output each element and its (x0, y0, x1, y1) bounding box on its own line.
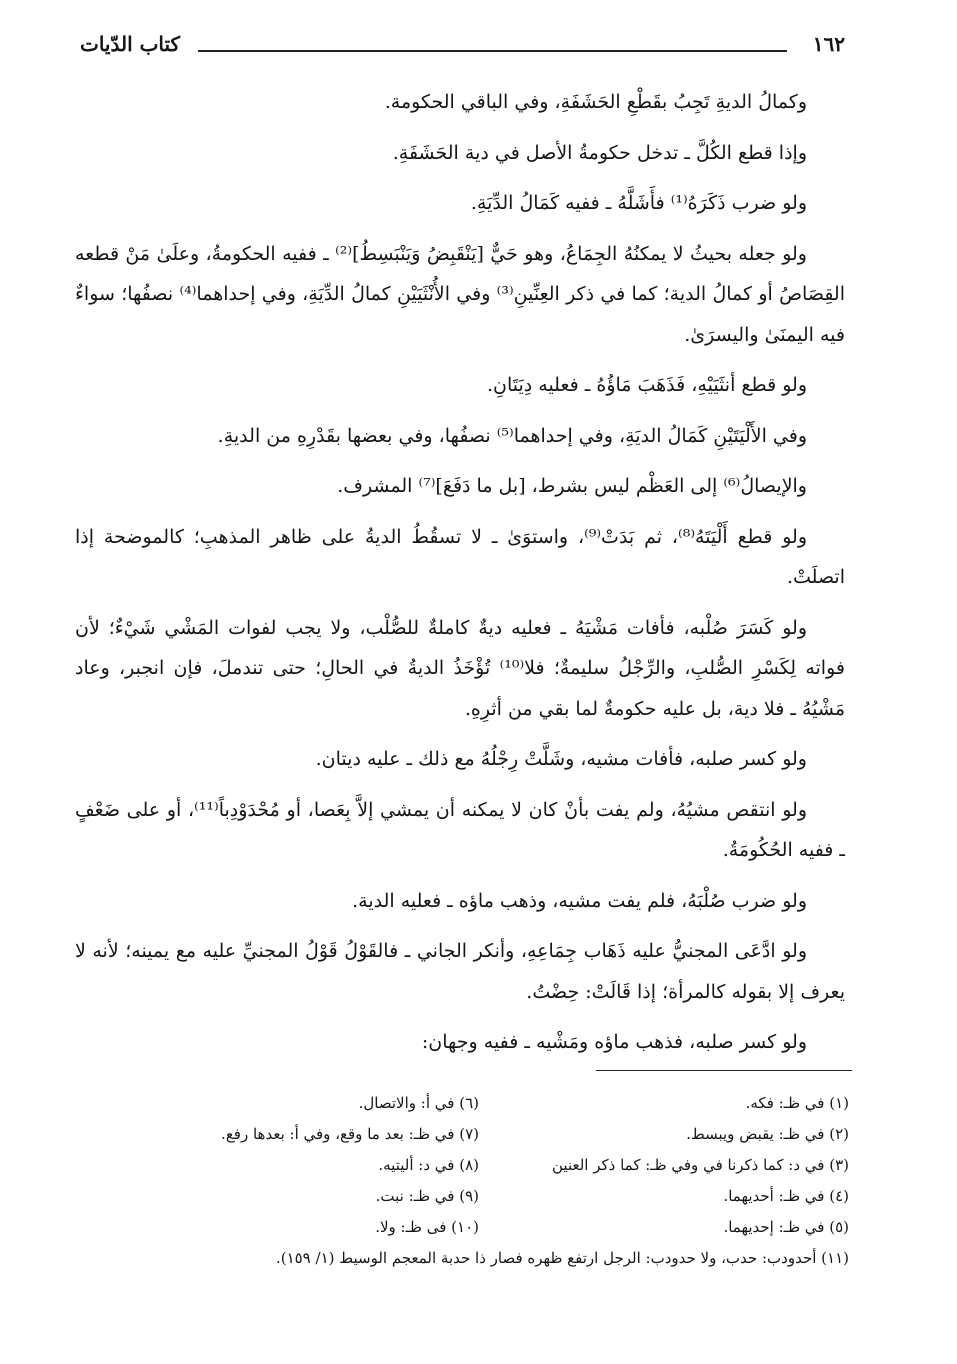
footnote: (٣) في د: كما ذكرنا في وفي ظـ: كما ذكر العنين (552, 1156, 849, 1174)
paragraph: وإذا قطع الكُلَّ ـ تدخل حكومةُ الأصل في دية الحَشَفَةِ. (392, 141, 807, 164)
main-text (75, 82, 845, 1063)
footnote: (٢) في ظـ: يقبض ويبسط. (686, 1125, 849, 1143)
paragraph: ولو قطع أَلْيَتَهُ⁽⁸⁾، ثم بَدَتْ⁽⁹⁾، واستوَىٰ ـ لا تسقُطُ الديةُ على ظاهر المذهبِ؛ كالموضحة إذا اتصلَتْ. (75, 525, 845, 588)
running-title: كتاب الدّيات (80, 32, 181, 56)
paragraph: ولو كسر صلبه، فذهب ماؤه ومَشْيه ـ ففيه وجهان: (421, 1031, 807, 1053)
footnote: (٧) في ظـ: بعد ما وقع، وفي أ: بعدها رفع. (221, 1125, 479, 1143)
footnote: (١٠) فى ظـ: ولا. (375, 1218, 479, 1236)
footnote-row (109, 1212, 849, 1243)
footnote-separator (596, 1070, 852, 1071)
footnote-row (109, 1181, 849, 1212)
footnote: (١١) أحدودب: حدب، ولا حدودب: الرجل ارتفع ظهره فصار ذا حدبة المعجم الوسيط (١/ ١٥٩). (275, 1249, 849, 1267)
header-rule (198, 50, 787, 52)
footnote: (١) في ظـ: فكه. (745, 1094, 849, 1112)
paragraph: ولو جعله بحيثُ لا يمكنُهُ الجِمَاعُ، وهو حَيٌّ [يَنْقَبِضُ وَيَنْبَسِطُ]⁽²⁾ ـ ففيه الحكومةُ، وعلَىٰ مَنْ قطعه القِصَاصُ أو كمالُ الدية؛ كما في ذكر العِنِّينِ⁽³⁾ وفي الأُنْثَيَيْنِ كمالُ الدِّيَةِ، وفي إحداهما⁽⁴⁾ نصفُها؛ سواءٌ فيه اليمنَىٰ واليسرَىٰ. (75, 242, 845, 346)
paragraph: وفي الأَلْيَتَيْنِ كَمَالُ الديَةِ، وفي إحداهما⁽⁵⁾ نصفُها، وفي بعضها بقَدْرِهِ من الديةِ. (217, 424, 807, 447)
footnote: (٦) في أ: والاتصال. (358, 1094, 479, 1112)
footnote: (٥) في ظـ: إحديهما. (723, 1218, 849, 1236)
paragraph: وكمالُ الديةِ تَجِبُ بقَطْعِ الحَشَفَةِ، وفي الباقي الحكومة. (384, 91, 807, 113)
paragraph: ولو قطع أنثَيَيْهِ، فَذَهَبَ مَاؤُهُ ـ فعليه دِيَتَانِ. (486, 374, 807, 396)
footnote-row (109, 1119, 849, 1150)
page-number: ١٦٢ (812, 32, 845, 56)
paragraph: ولو كَسَرَ صُلْبه، فأفات مَشْيَهُ ـ فعليه ديةٌ كاملةٌ للصُّلْب، ولا يجب لفوات المَشْي شَيْءٌ؛ لأن فواته لِكَسْرِ الصُّلبِ، والرِّجْلُ سليمةٌ؛ فلا⁽¹⁰⁾ تُؤْخَذُ الديةُ في الحالِ؛ حتى تندملَ، فإن انجبر، وعاد مَشْيُهُ ـ فلا دية، بل عليه حكومةٌ لما بقي من أثرِهِ. (75, 616, 845, 720)
footnote: (٨) في د: أليتيه. (378, 1156, 479, 1174)
footnote-row (109, 1150, 849, 1181)
paragraph: ولو ادَّعَى المجنيُّ عليه ذَهَاب جِمَاعِهِ، وأنكر الجاني ـ فالقَوْلُ قَوْلُ المجنيِّ عليه مع يمينه؛ لأنه لا يعرف إلا بقوله كالمرأة؛ إذا قَالَتْ: حِضْتُ. (75, 940, 845, 1003)
footnotes (109, 1088, 849, 1274)
footnote-row (109, 1088, 849, 1119)
footnote: (٩) في ظـ: نبت. (375, 1187, 479, 1205)
paragraph: والإيصالُ⁽⁶⁾ إلى العَظْم ليس بشرط، [بل ما دَفَعَ]⁽⁷⁾ المشرف. (337, 475, 807, 497)
paragraph: ولو كسر صلبه، فأفات مشيه، وشَلَّتْ رِجْلُهُ مع ذلك ـ عليه ديتان. (315, 748, 807, 770)
paragraph: ولو ضرب ذَكَرَهُ⁽¹⁾ فأَشَلَّهُ ـ ففيه كَمَالُ الدِّيَةِ. (470, 192, 807, 214)
page-header (80, 30, 845, 64)
footnote: (٤) في ظـ: أحديهما. (723, 1187, 849, 1205)
paragraph: ولو انتقص مشيُهُ، ولم يفت بأنْ كان لا يمكنه أن يمشي إلاَّ بِعَصا، أو مُحْدَوْدِباً⁽¹¹⁾، أو على ضَعْفٍ ـ ففيه الحُكُومَةُ. (75, 798, 845, 861)
paragraph: ولو ضرب صُلْبَهُ، فلم يفت مشيه، وذهب ماؤه ـ فعليه الدية. (352, 889, 807, 912)
